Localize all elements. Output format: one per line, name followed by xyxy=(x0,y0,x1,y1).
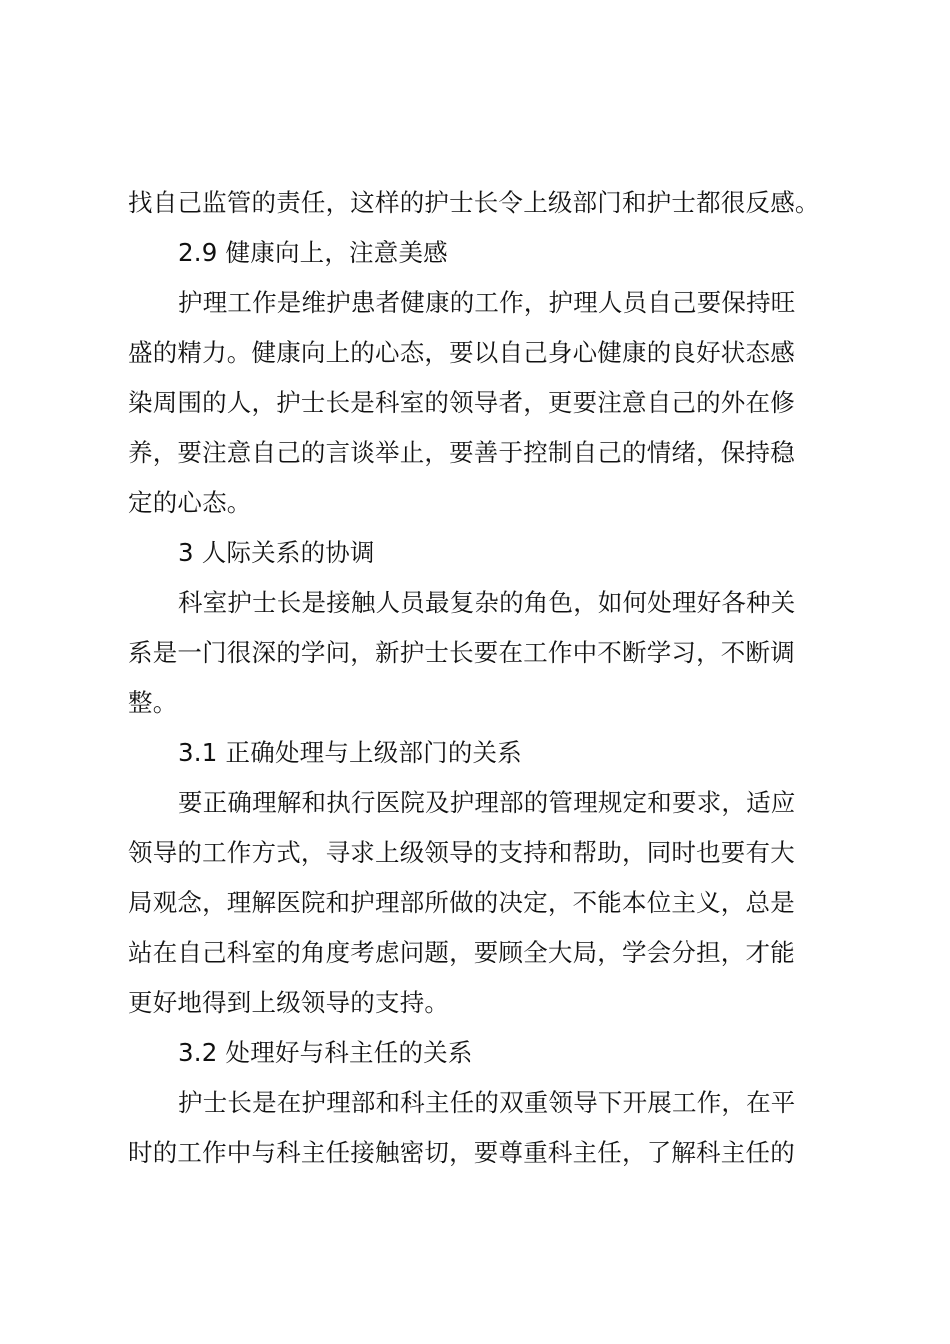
paragraph-line: 养，要注意自己的言谈举止，要善于控制自己的情绪，保持稳 xyxy=(128,438,795,467)
paragraph-line: 盛的精力。健康向上的心态，要以自己身心健康的良好状态感 xyxy=(128,338,795,367)
paragraph-continuation-line: 找自己监管的责任，这样的护士长令上级部门和护士都很反感。 xyxy=(128,188,820,217)
paragraph-line: 护士长是在护理部和科主任的双重领导下开展工作，在平 xyxy=(178,1088,796,1117)
paragraph-line: 科室护士长是接触人员最复杂的角色，如何处理好各种关 xyxy=(178,588,796,617)
document-body xyxy=(128,178,834,1178)
section-heading-2-9: 2.9 健康向上，注意美感 xyxy=(178,238,448,267)
paragraph-line: 系是一门很深的学问，新护士长要在工作中不断学习，不断调 xyxy=(128,638,795,667)
paragraph-line: 领导的工作方式，寻求上级领导的支持和帮助，同时也要有大 xyxy=(128,838,795,867)
section-heading-3-1: 3.1 正确处理与上级部门的关系 xyxy=(178,738,522,767)
paragraph-line: 时的工作中与科主任接触密切，要尊重科主任，了解科主任的 xyxy=(128,1138,795,1167)
paragraph-line: 要正确理解和执行医院及护理部的管理规定和要求，适应 xyxy=(178,788,796,817)
paragraph-line: 整。 xyxy=(128,688,178,717)
paragraph-line: 定的心态。 xyxy=(128,488,252,517)
section-heading-3: 3 人际关系的协调 xyxy=(178,538,375,567)
section-heading-3-2: 3.2 处理好与科主任的关系 xyxy=(178,1038,473,1067)
paragraph-line: 局观念，理解医院和护理部所做的决定，不能本位主义，总是 xyxy=(128,888,795,917)
paragraph-line: 染周围的人，护士长是科室的领导者，更要注意自己的外在修 xyxy=(128,388,795,417)
paragraph-line: 站在自己科室的角度考虑问题，要顾全大局，学会分担，才能 xyxy=(128,938,795,967)
paragraph-line: 护理工作是维护患者健康的工作，护理人员自己要保持旺 xyxy=(178,288,796,317)
paragraph-line: 更好地得到上级领导的支持。 xyxy=(128,988,450,1017)
